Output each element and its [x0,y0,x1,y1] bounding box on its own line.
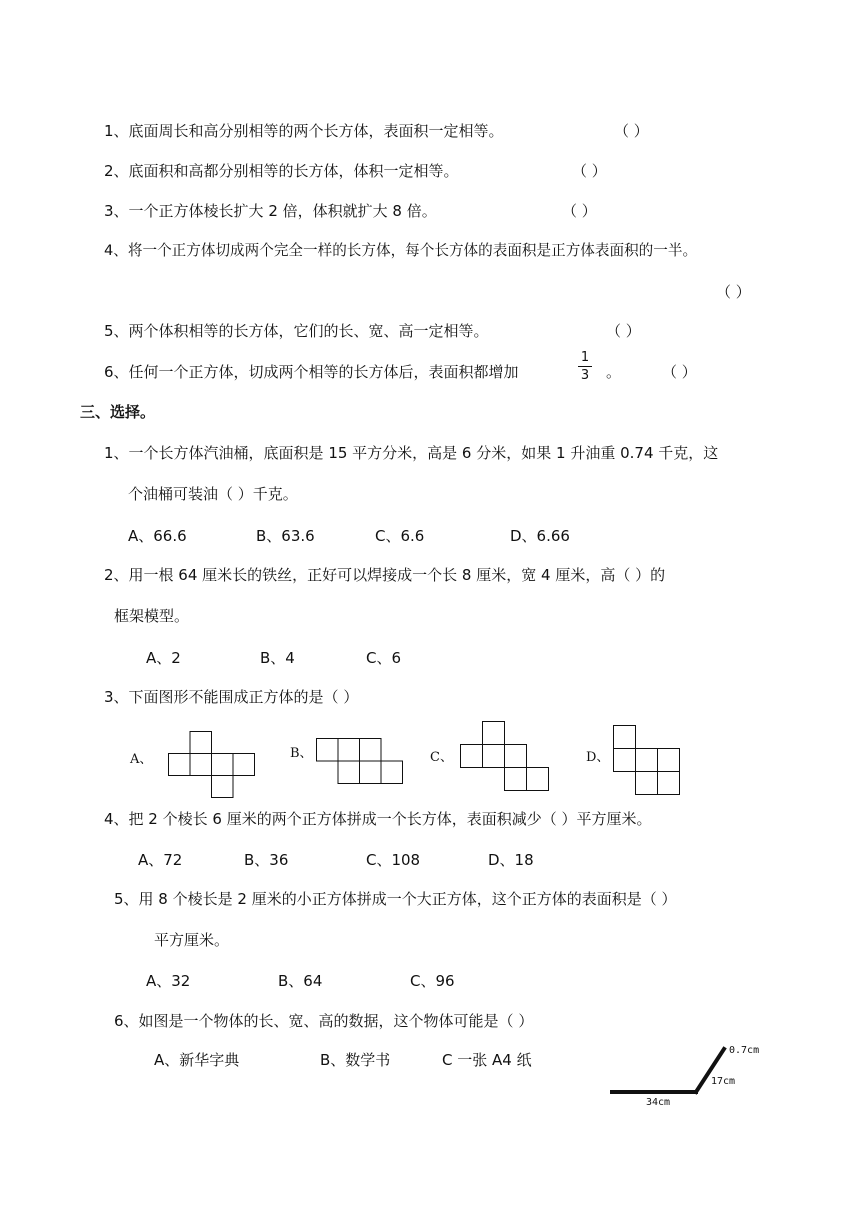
cube-net-d[interactable] [613,725,683,797]
judge-4: 4、将一个正方体切成两个完全一样的长方体，每个长方体的表面积是正方体表面积的一半。 [104,242,698,259]
judge-6-paren: （ ） [662,363,697,381]
judge-5: 5、两个体积相等的长方体，它们的长、宽、高一定相等。 （ ） [104,322,641,340]
q4-option-c[interactable]: C、108 [366,851,421,869]
judge-4-paren: （ ） [716,283,751,301]
fraction-numerator: 1 [580,350,590,365]
q6-option-a[interactable]: A、新华字典 [154,1051,240,1069]
q5-line1: 5、用 8 个棱长是 2 厘米的小正方体拼成一个大正方体，这个正方体的表面积是（ ） [114,890,677,908]
fraction-denominator: 3 [580,368,590,383]
q1-line2: 个油桶可装油（ ）千克。 [128,485,298,503]
q4-option-a[interactable]: A、72 [138,851,183,869]
q1-option-c[interactable]: C、6.6 [375,527,425,545]
section-title: 三、选择。 [80,403,156,421]
q5-line2: 平方厘米。 [154,931,230,949]
dim-width-label: 17cm [711,1076,736,1087]
q2-option-c[interactable]: C、6 [366,649,402,667]
q3-line1: 3、下面图形不能围成正方体的是（ ） [104,688,359,706]
q5-option-b[interactable]: B、64 [278,972,323,990]
q4-option-b[interactable]: B、36 [244,851,289,869]
q6-line1: 6、如图是一个物体的长、宽、高的数据，这个物体可能是（ ） [114,1012,534,1030]
answer-paren: （ ） [606,322,641,340]
net-label-b[interactable]: B、 [290,746,313,761]
q4-option-d[interactable]: D、18 [488,851,534,869]
q2-option-a[interactable]: A、2 [146,649,181,667]
q2-option-b[interactable]: B、4 [260,649,295,667]
judge-2: 2、底面积和高都分别相等的长方体，体积一定相等。 （ ） [104,162,607,180]
q1-line1: 1、一个长方体汽油桶，底面积是 15 平方分米，高是 6 分米，如果 1 升油重 0.74 千克，这 [104,444,719,462]
judge-1: 1、底面周长和高分别相等的两个长方体，表面积一定相等。 （ ） [104,122,649,140]
judge-6: 6、任何一个正方体，切成两个相等的长方体后，表面积都增加 [104,363,519,381]
cube-net-c[interactable] [460,721,552,793]
answer-paren: （ ） [614,122,649,140]
q5-option-c[interactable]: C、96 [410,972,455,990]
cube-net-b[interactable] [316,738,406,786]
answer-paren: （ ） [562,202,597,220]
q2-line2: 框架模型。 [114,607,190,625]
net-label-d[interactable]: D、 [586,750,610,765]
judge-6-tail: 。 [606,363,622,381]
dim-length-label: 34cm [646,1097,671,1108]
net-label-a[interactable]: A、 [130,752,153,767]
q2-line1: 2、用一根 64 厘米长的铁丝，正好可以焊接成一个长 8 厘米，宽 4 厘米，高（ ）的 [104,566,666,584]
q1-option-d[interactable]: D、6.66 [510,527,570,545]
q1-option-a[interactable]: A、66.6 [128,527,187,545]
q6-option-b[interactable]: B、数学书 [320,1051,391,1069]
q6-option-c[interactable]: C 一张 A4 纸 [442,1051,532,1069]
q1-option-b[interactable]: B、63.6 [256,527,315,545]
net-label-c[interactable]: C、 [430,750,453,765]
answer-paren: （ ） [572,162,607,180]
judge-3: 3、一个正方体棱长扩大 2 倍，体积就扩大 8 倍。 （ ） [104,202,597,220]
q4-line1: 4、把 2 个棱长 6 厘米的两个正方体拼成一个长方体，表面积减少（ ）平方厘米。 [104,810,652,828]
dim-height-label: 0.7cm [729,1045,760,1056]
fraction-bar [578,366,592,367]
cube-net-a[interactable] [168,731,258,801]
q5-option-a[interactable]: A、32 [146,972,191,990]
